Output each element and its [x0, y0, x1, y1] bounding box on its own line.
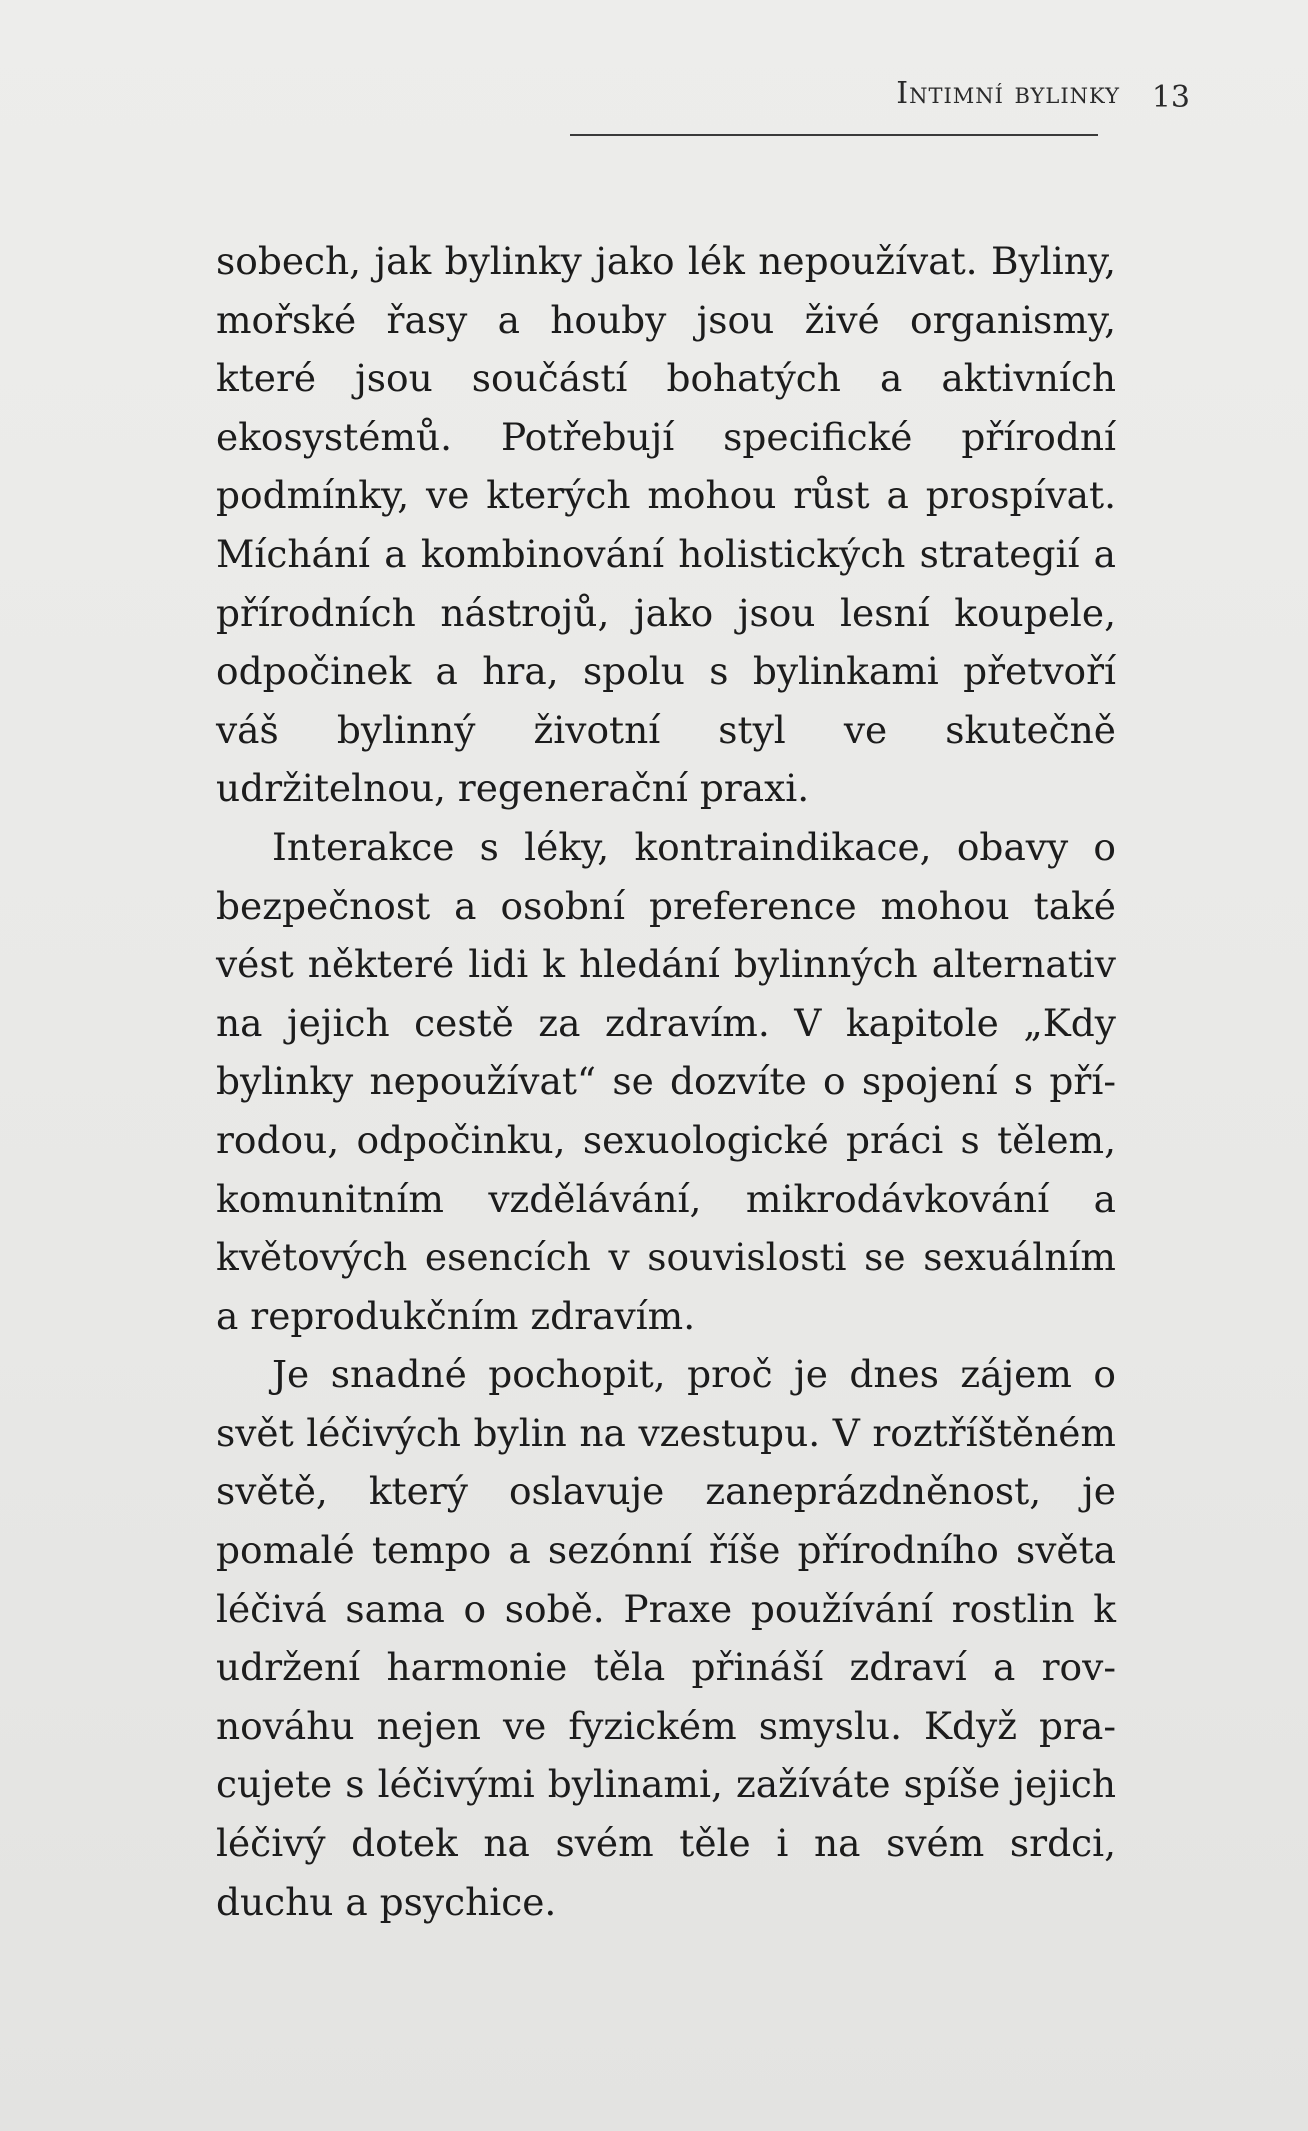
- page-number: 13: [1151, 80, 1190, 115]
- page-header: [220, 72, 1190, 132]
- paragraph: sobech, jak bylinky jako lék nepoužívat. Byliny, mořské řasy a houby jsou živé organismy, které jsou součástí bohatých a aktivních ekosystémů. Potřebují specifické přírodní podmínky, ve kterých mohou růst a prospívat. Míchání a kombinování holistických strategií a přírodních nástrojů, jako jsou lesní koupele, odpočinek a hra, spolu s bylinkami přetvoří váš bylinný životní styl ve skutečně udržitelnou, regenerační praxi.: [216, 239, 1116, 811]
- header-rule: [570, 134, 1098, 136]
- paragraph: Interakce s léky, kontraindikace, obavy o bezpečnost a osobní preference mohou také vést některé lidi k hledání bylinných alternativ na jejich cestě za zdravím. V kapitole „Kdy bylinky nepoužívat“ se dozvíte o spojení s přírodou, odpočinku, sexuologické práci s tělem, komunitním vzdělávání, mikrodávkování a květových esencích v souvislosti se sexuálním a reprodukčním zdravím.: [216, 824, 1116, 1338]
- running-title: Intimní bylinky: [896, 76, 1120, 111]
- body-text: [216, 232, 1116, 1931]
- paragraph: Je snadné pochopit, proč je dnes zájem o svět léčivých bylin na vzestupu. V roztříštěném světě, který oslavuje zaneprázdněnost, je pomalé tempo a sezónní říše přírodního světa léčivá sama o sobě. Praxe používání rostlin k udržení harmonie těla přináší zdraví a rovnováhu nejen ve fyzickém smyslu. Když pracujete s léčivými bylinami, zažíváte spíše jejich léčivý dotek na svém těle i na svém srdci, duchu a psychice.: [216, 1352, 1116, 1924]
